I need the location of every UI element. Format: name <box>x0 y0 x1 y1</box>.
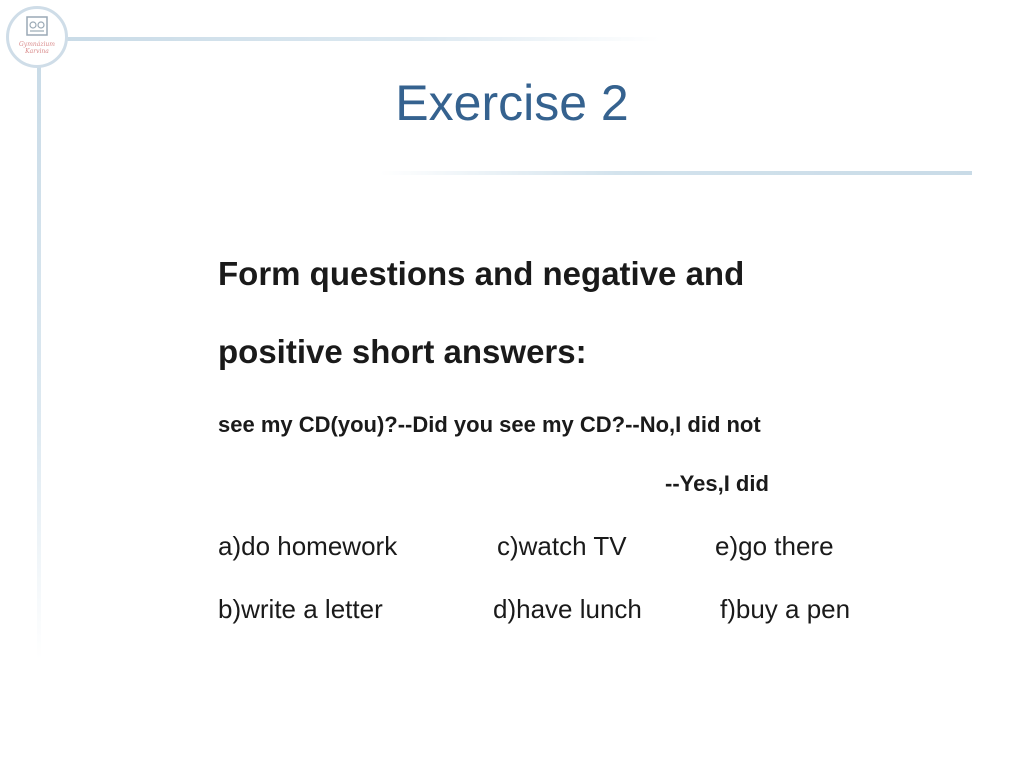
exercise-item-e: e)go there <box>715 531 834 561</box>
exercise-item-b: b)write a letter <box>218 594 383 624</box>
school-logo-icon <box>9 9 65 65</box>
instruction-line-1: Form questions and negative and <box>218 255 745 292</box>
frame-top-line <box>60 37 660 41</box>
title-underline <box>380 171 972 175</box>
exercise-item-a: a)do homework <box>218 531 398 561</box>
exercise-item-d: d)have lunch <box>493 594 642 624</box>
frame-left-line <box>37 60 41 660</box>
svg-text:Gymnázium: Gymnázium <box>19 41 55 48</box>
example-line-2: --Yes,I did <box>665 471 769 496</box>
instruction-line-2: positive short answers: <box>218 333 587 370</box>
svg-text:Karvina: Karvina <box>25 48 49 55</box>
example-line-1: see my CD(you)?--Did you see my CD?--No,I did not <box>218 412 761 437</box>
slide-title: Exercise 2 <box>395 75 629 131</box>
exercise-item-c: c)watch TV <box>497 531 627 561</box>
exercise-item-f: f)buy a pen <box>720 594 851 624</box>
school-logo <box>6 6 68 68</box>
